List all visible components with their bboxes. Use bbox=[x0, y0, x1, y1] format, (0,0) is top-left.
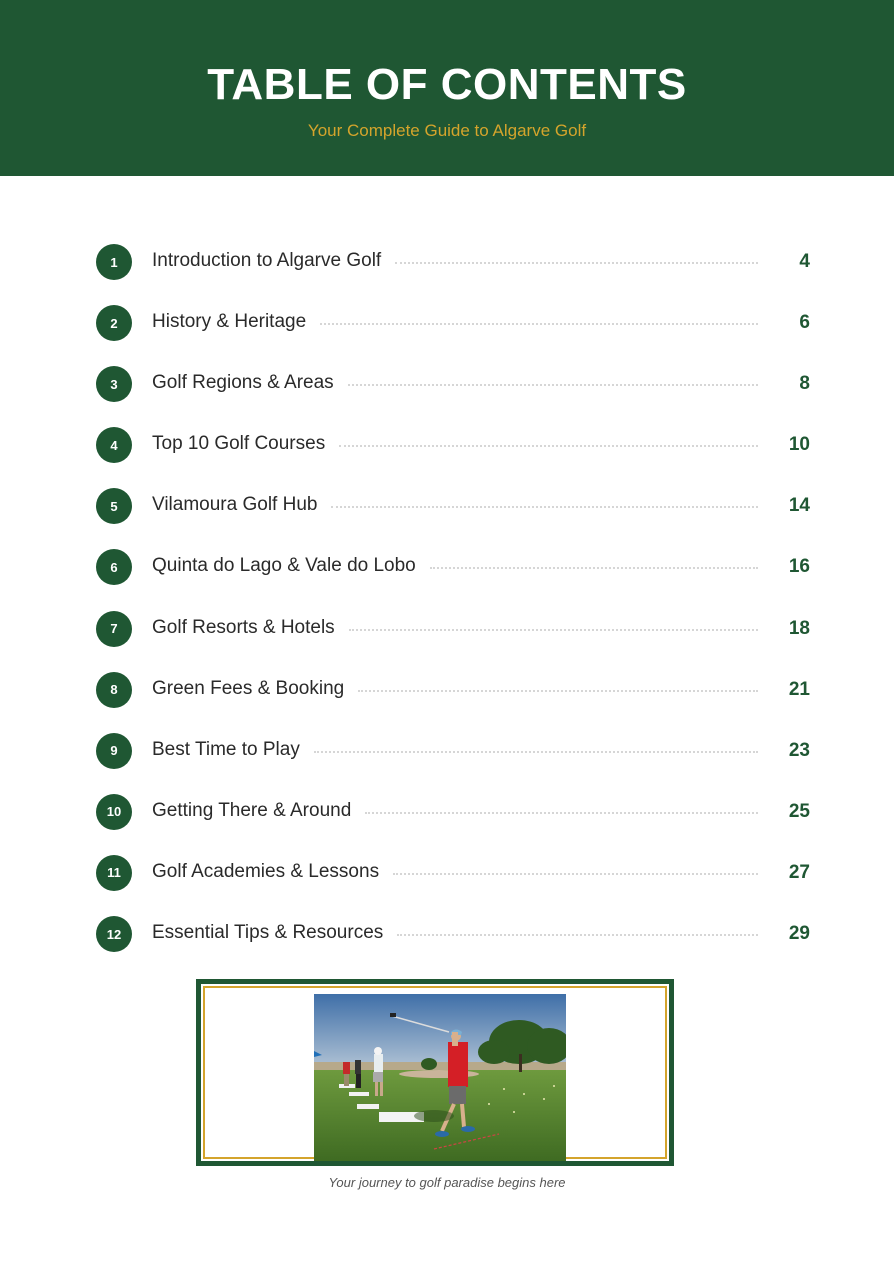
golfer-photo bbox=[314, 994, 566, 1161]
chapter-title: Golf Academies & Lessons bbox=[152, 860, 380, 882]
page-number: 6 bbox=[799, 312, 810, 334]
page-title: TABLE OF CONTENTS bbox=[207, 60, 687, 109]
toc-entry[interactable] bbox=[96, 243, 810, 304]
chapter-number-badge: 4 bbox=[96, 427, 132, 463]
dot-leader bbox=[320, 304, 758, 325]
page-number: 27 bbox=[788, 861, 810, 883]
chapter-title: Getting There & Around bbox=[152, 799, 352, 821]
toc-entry[interactable] bbox=[96, 793, 810, 854]
page-subtitle: Your Complete Guide to Algarve Golf bbox=[307, 121, 587, 140]
chapter-number-badge: 10 bbox=[96, 794, 132, 830]
dot-leader bbox=[331, 487, 758, 508]
chapter-number-badge: 5 bbox=[96, 488, 132, 524]
toc-entry[interactable] bbox=[96, 854, 810, 915]
chapter-number-badge: 12 bbox=[96, 916, 132, 952]
header-banner bbox=[0, 0, 894, 176]
toc-entry[interactable] bbox=[96, 365, 810, 426]
chapter-number-badge: 11 bbox=[96, 855, 132, 891]
dot-leader bbox=[358, 671, 758, 692]
dot-leader bbox=[393, 854, 758, 875]
toc-list bbox=[96, 243, 810, 976]
chapter-title: Green Fees & Booking bbox=[152, 677, 345, 699]
toc-entry[interactable] bbox=[96, 548, 810, 609]
dot-leader bbox=[349, 610, 758, 631]
toc-entry[interactable] bbox=[96, 487, 810, 548]
chapter-title: Top 10 Golf Courses bbox=[152, 433, 326, 455]
dot-leader bbox=[314, 732, 758, 753]
chapter-title: Introduction to Algarve Golf bbox=[152, 250, 382, 271]
dot-leader bbox=[348, 365, 758, 386]
page-number: 10 bbox=[788, 434, 810, 456]
chapter-title: Essential Tips & Resources bbox=[152, 922, 384, 944]
chapter-number-badge: 3 bbox=[96, 366, 132, 402]
toc-entry[interactable] bbox=[96, 304, 810, 365]
chapter-number-badge: 2 bbox=[96, 305, 132, 341]
page-number: 29 bbox=[788, 923, 810, 945]
chapter-title: Best Time to Play bbox=[152, 738, 300, 760]
page-number: 25 bbox=[788, 800, 810, 822]
page-number: 21 bbox=[788, 678, 810, 700]
chapter-number-badge: 8 bbox=[96, 672, 132, 708]
chapter-title: Vilamoura Golf Hub bbox=[152, 494, 318, 516]
dot-leader bbox=[339, 426, 758, 447]
toc-entry[interactable] bbox=[96, 671, 810, 732]
chapter-title: Quinta do Lago & Vale do Lobo bbox=[152, 555, 416, 577]
page-number: 14 bbox=[788, 495, 810, 517]
image-frame bbox=[196, 979, 674, 1166]
page-number: 16 bbox=[788, 556, 810, 578]
image-caption: Your journey to golf paradise begins here bbox=[328, 1175, 566, 1190]
chapter-number-badge: 6 bbox=[96, 549, 132, 585]
dot-leader bbox=[430, 548, 758, 569]
page-number: 4 bbox=[799, 251, 810, 272]
chapter-title: Golf Regions & Areas bbox=[152, 372, 334, 394]
dot-leader bbox=[395, 243, 758, 264]
toc-entry[interactable] bbox=[96, 426, 810, 487]
toc-entry[interactable] bbox=[96, 610, 810, 671]
page-number: 18 bbox=[788, 617, 810, 639]
chapter-number-badge: 7 bbox=[96, 611, 132, 647]
toc-entry[interactable] bbox=[96, 915, 810, 976]
page-number: 23 bbox=[788, 739, 810, 761]
dot-leader bbox=[365, 793, 758, 814]
dot-leader bbox=[397, 915, 758, 936]
chapter-number-badge: 9 bbox=[96, 733, 132, 769]
chapter-title: History & Heritage bbox=[152, 311, 307, 333]
page-number: 8 bbox=[799, 373, 810, 395]
chapter-number-badge: 1 bbox=[96, 244, 132, 280]
chapter-title: Golf Resorts & Hotels bbox=[152, 616, 335, 638]
toc-entry[interactable] bbox=[96, 732, 810, 793]
